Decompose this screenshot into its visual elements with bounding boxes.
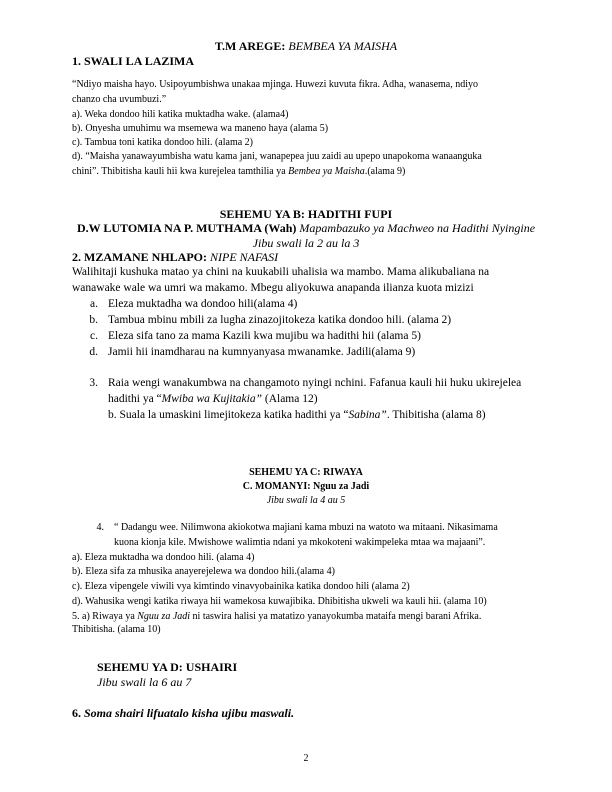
list-item-text: Eleza sifa tano za mama Kazili kwa mujibu wa hadithi hii (alama 5) — [108, 330, 421, 342]
list-item-text: Eleza muktadha wa dondoo hili(alama 4) — [108, 298, 298, 310]
page-number: 2 — [303, 753, 309, 764]
section-a-question-c: c). Tambua toni katika dondoo hili. (alama 2) — [72, 137, 254, 148]
question-4-line-2: kuona kionja kile. Mwishowe walimtia ndani ya mkokoteni wakimpeleka mtaa wa majaani”. — [114, 537, 486, 548]
list-item — [0, 313, 612, 329]
question-3-line-2 — [108, 392, 318, 408]
list-item-marker: c. — [90, 330, 98, 342]
section-b-story-title: NIPE NAFASI — [210, 250, 279, 264]
section-b-editors: D.W LUTOMIA NA P. MUTHAMA (Wah) — [76, 221, 300, 235]
section-a-header-title: BEMBEA YA MAISHA — [288, 39, 398, 53]
section-d-heading: SEHEMU YA D: USHAIRI — [97, 660, 238, 674]
question-3-line-2-post: (Alama 12) — [261, 393, 318, 405]
section-b-question-3 — [0, 376, 612, 424]
section-a-heading: 1. SWALI LA LAZIMA — [72, 54, 195, 68]
list-item — [0, 345, 612, 361]
question-3-line-1: Raia wengi wanakumbwa na changamoto nyingi nchini. Fafanua kauli hii huku ukirejelea — [108, 377, 522, 389]
list-item-marker: d. — [89, 346, 98, 358]
section-c-question-d: d). Wahusika wengi katika riwaya hii wamekosa kuwajibika. Dhibitisha ukweli wa kauli hii. (alama 10) — [72, 596, 487, 607]
question-6-text: Soma shairi lifuatalo kisha ujibu maswali. — [84, 706, 295, 720]
section-a-header — [0, 39, 612, 54]
section-d-question-6 — [72, 706, 552, 721]
section-b-extract-line-1: Walihitaji kushuka matao ya chini na kuukabili uhalisia wa mambo. Mama alikubaliana na — [72, 266, 490, 278]
section-a-quote-line-1: “Ndiyo maisha hayo. Usipoyumbishwa unakaa mjinga. Huwezi kuvuta fikra. Adha, wanasema, ndiyo — [72, 79, 479, 90]
section-a-question-d-pre: chini”. Thibitisha kauli hii kwa kurejelea tamthilia ya — [72, 166, 289, 177]
section-c-author: C. MOMANYI: Nguu za Jadi — [242, 481, 370, 492]
section-b-heading: SEHEMU YA B: HADITHI FUPI — [219, 207, 393, 221]
section-c-question-c: c). Eleza vipengele viwili vya kimtindo vinavyobainika katika dondoo hili (alama 2) — [72, 581, 410, 592]
question-3-story-title: Mwiba wa Kujitakia” — [161, 393, 262, 405]
section-a-question-d-line-1: d). “Maisha yanawayumbisha watu kama jani, wanapepea juu zaidi au upepo unapokoma wanaanguka — [72, 151, 482, 162]
list-item-text: Jamii hii inamdharau na kumnyanyasa mwanamke. Jadili(alama 9) — [108, 346, 416, 358]
question-5-pre: 5. a) Riwaya ya — [72, 611, 138, 622]
section-a-question-a: a). Weka dondoo hili katika muktadha wake. (alama4) — [72, 109, 289, 120]
question-3-b-title: Sabina” — [348, 409, 387, 421]
section-c-heading: SEHEMU YA C: RIWAYA — [249, 467, 363, 478]
section-c-question-5 — [72, 610, 552, 623]
section-a-question-d-line-2 — [72, 165, 552, 178]
section-d-instruction: Jibu swali la 6 au 7 — [97, 675, 192, 689]
section-c-question-5-line-2: Thibitisha. (alama 10) — [72, 624, 161, 635]
list-item — [0, 297, 612, 313]
section-a-question-d-title: Bembea ya Maisha — [288, 166, 365, 177]
question-3-b — [108, 408, 486, 424]
section-b-extract-line-2: wanawake wale wa umri wa makamo. Mbegu aliyokuwa anapanda ilianza kuota mizizi — [72, 282, 474, 294]
question-3-b-post: . Thibitisha (alama 8) — [386, 409, 486, 421]
question-4-line-1: “ Dadangu wee. Nilimwona akiokotwa majiani kama mbuzi na watoto wa mitaani. Nikasimama — [114, 522, 498, 533]
question-4-marker: 4. — [96, 522, 104, 533]
question-6-number: 6. — [72, 706, 84, 720]
question-3-marker: 3. — [89, 377, 98, 389]
section-a-quote-line-2: chanzo cha uvumbuzi.” — [72, 94, 167, 105]
list-item-marker: b. — [89, 314, 98, 326]
section-c-instruction: Jibu swali la 4 au 5 — [266, 495, 346, 506]
section-b-book-title: Mapambazuko ya Machweo na Hadithi Nyingine — [299, 221, 536, 235]
list-item-marker: a. — [90, 298, 98, 310]
question-5-post: ni taswira halisi ya matatizo yanayokumba mataifa mengi barani Afrika. — [190, 611, 482, 622]
section-a-question-d-post: .(alama 9) — [364, 166, 406, 177]
question-3-b-pre: b. Suala la umaskini limejitokeza katika hadithi ya “ — [108, 409, 349, 421]
section-b-story-heading-prefix: 2. MZAMANE NHLAPO: — [72, 250, 210, 264]
question-3-line-2-pre: hadithi ya “ — [108, 393, 162, 405]
section-b-instruction: Jibu swali la 2 au la 3 — [252, 236, 360, 250]
section-a-question-b: b). Onyesha umuhimu wa msemewa wa maneno haya (alama 5) — [72, 123, 329, 134]
section-a-header-prefix: T.M AREGE: — [214, 39, 289, 53]
section-b-story-heading — [72, 250, 552, 265]
section-c-question-a: a). Eleza muktadha wa dondoo hili. (alama 4) — [72, 552, 255, 563]
question-5-title: Nguu za Jadi — [137, 611, 191, 622]
section-b-book — [0, 221, 612, 236]
section-c-question-4 — [0, 521, 612, 551]
list-item — [0, 329, 612, 345]
list-item-text: Tambua mbinu mbili za lugha zinazojitokeza katika dondoo hili. (alama 2) — [108, 314, 452, 326]
section-c-question-b: b). Eleza sifa za mhusika anayerejelewa wa dondoo hili.(alama 4) — [72, 566, 335, 577]
